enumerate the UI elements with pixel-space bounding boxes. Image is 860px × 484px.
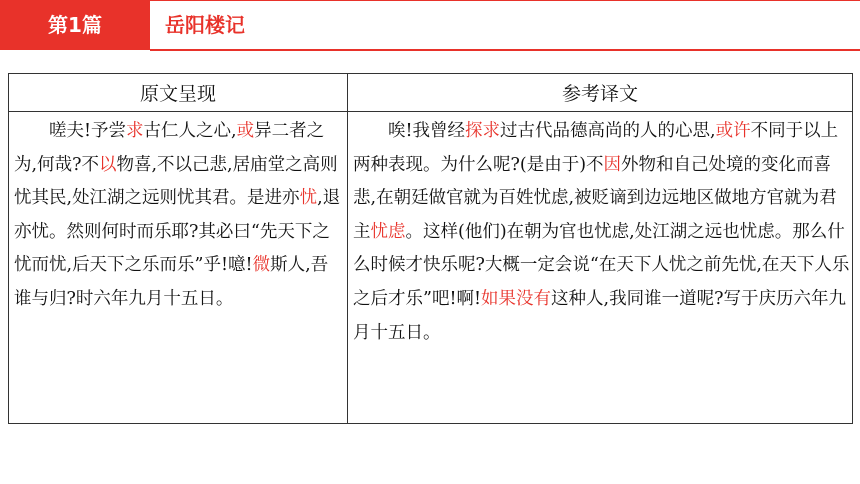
text-run: 异二者之为,何哉?不	[14, 121, 325, 175]
highlighted-word: 求	[126, 121, 144, 141]
translation-text-cell	[348, 112, 853, 424]
highlighted-word: 或	[236, 121, 255, 141]
text-run: 古仁人之心,	[143, 121, 237, 141]
highlighted-word: 探求	[465, 121, 501, 141]
highlighted-word: 以	[98, 154, 117, 175]
text-run: 过古代品德高尚的人的心思,	[500, 121, 716, 141]
text-run: 不同于以上两种表现。为什么呢?(是由于)不	[353, 121, 839, 175]
header-bar	[150, 0, 860, 51]
table-header-row	[9, 74, 853, 112]
highlighted-word: 微	[252, 255, 271, 276]
highlighted-word: 忧	[299, 188, 318, 209]
original-paragraph	[14, 115, 345, 317]
comparison-table	[8, 73, 853, 424]
highlighted-word: 或许	[715, 121, 751, 141]
text-run: 物喜,不以己悲,居庙堂之高则忧其民,处江湖之远则忧其君。是进亦	[14, 154, 338, 209]
translation-column-header: 参考译文	[348, 74, 853, 112]
translation-paragraph	[353, 115, 850, 350]
text-run: 唉!我曾经	[388, 121, 466, 141]
text-run: 外物和自己处境的变化而喜悲,在朝廷做官就为百姓忧虑,被贬谪到边远地区做地方官就为君主	[353, 154, 837, 242]
text-run: ,退亦忧。然则何时而乐耶?其必曰“先天下之忧而忧,后天下之乐而乐”乎!噫!	[14, 188, 341, 276]
section-tab: 第1篇	[0, 0, 150, 50]
highlighted-word: 忧虑	[370, 221, 406, 242]
highlighted-word: 因	[603, 154, 622, 175]
original-text-cell	[9, 112, 348, 424]
page-header	[0, 0, 860, 52]
original-column-header: 原文呈现	[9, 74, 348, 112]
text-run: 嗟夫!予尝	[49, 121, 127, 141]
lesson-title: 岳阳楼记	[165, 13, 245, 37]
text-run: 。这样(他们)在朝为官也忧虑,处江湖之远也忧虑。那么什么时候才快乐呢?大概一定会说“在天下人忧之前先忧,在天下人乐之后才乐”吧!啊!	[353, 221, 850, 309]
highlighted-word: 如果没有	[481, 288, 552, 309]
text-run: 这种人,我同谁一道呢?写于庆历六年九月十五日。	[353, 288, 846, 343]
text-run: 斯人,吾谁与归?时六年九月十五日。	[14, 255, 329, 309]
table-row	[9, 112, 853, 424]
